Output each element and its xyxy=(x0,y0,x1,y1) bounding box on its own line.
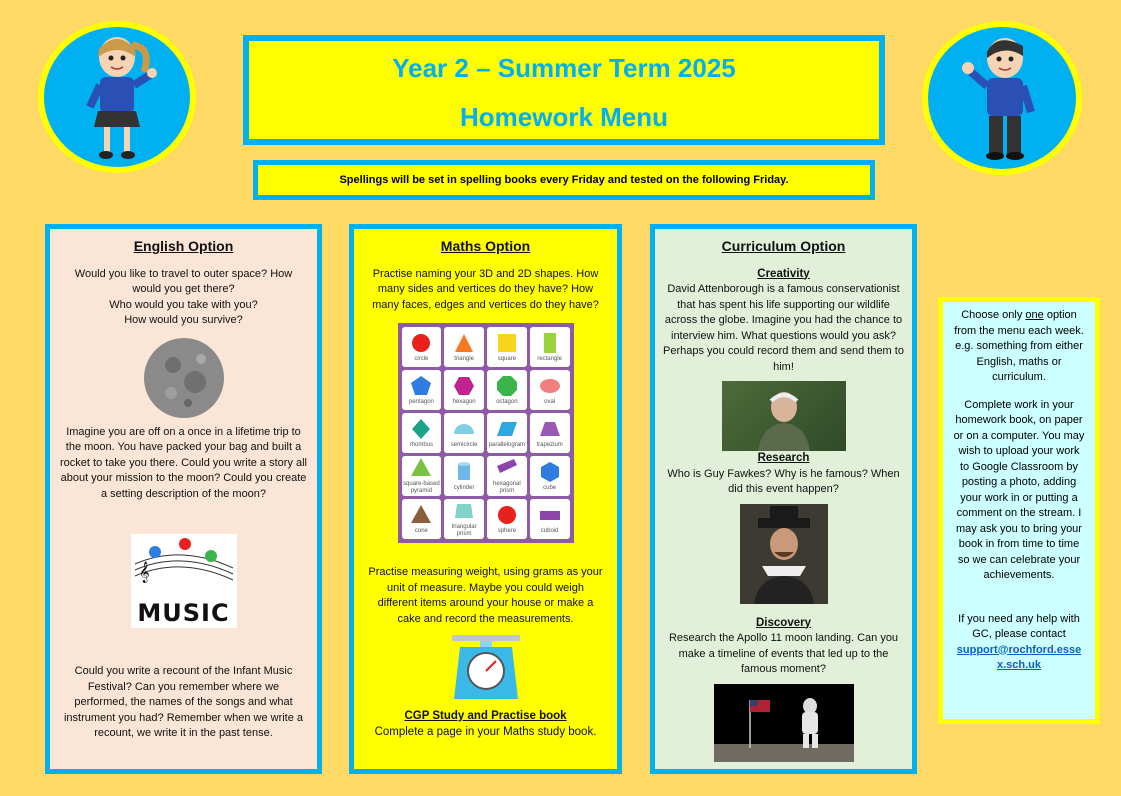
choose-text-underlined: one xyxy=(1025,309,1044,321)
shape-label: semicircle xyxy=(450,441,478,448)
spellings-notice: Spellings will be set in spelling books every Friday and tested on the following Friday. xyxy=(253,160,875,200)
shape-card xyxy=(530,370,570,410)
shape-label: square-based pyramid xyxy=(403,481,440,494)
creativity-text: David Attenborough is a famous conservationist that has spent his life supporting our wildlife across the globe. Imagine you had the chance to interview him. What questions would you ask? Perhaps you could record them and send them to him! xyxy=(663,283,904,373)
guy-fawkes-portrait xyxy=(740,504,828,604)
cgp-heading: CGP Study and Practise book xyxy=(404,710,567,722)
shape-card xyxy=(487,456,527,496)
attenborough-photo xyxy=(722,381,846,451)
shape-card xyxy=(487,499,527,539)
curriculum-option-panel xyxy=(650,224,917,774)
choose-option-text xyxy=(953,308,1085,386)
shape-card xyxy=(530,413,570,453)
shape-card xyxy=(402,370,442,410)
shape-label: cuboid xyxy=(540,527,559,534)
shape-label: octagon xyxy=(496,398,518,405)
boy-character-icon xyxy=(947,28,1057,168)
title-box xyxy=(243,35,885,145)
maths-shapes-text: Practise naming your 3D and 2D shapes. How many sides and vertices do they have? How many faces, edges and vertices do they have? xyxy=(372,267,599,311)
english-recount-text: Could you write a recount of the Infant Music Festival? Can you remember where we performed, the names of the songs and what instrument you had? Remember when we write a recount, we write it in the past tense. xyxy=(63,665,304,739)
english-heading: English Option xyxy=(133,238,234,254)
shapes-chart xyxy=(398,323,574,543)
research-text: Who is Guy Fawkes? Why is he famous? When did this event happen? xyxy=(667,467,900,495)
shape-card xyxy=(530,499,570,539)
shape-label: sphere xyxy=(497,527,517,534)
complete-work-text: Complete work in your homework book, on paper or on a computer. You may wish to upload your work to Google Classroom by posting a photo, adding your work in or putting a comment on the stream. I may ask you to bring your book in from time to time so we can celebrate your achievements. xyxy=(953,398,1085,581)
shape-label: square xyxy=(497,355,517,362)
choose-text-a: Choose only xyxy=(961,309,1026,321)
shape-card xyxy=(402,456,442,496)
page-title: Year 2 – Summer Term 2025 xyxy=(392,53,736,83)
maths-weight-text: Practise measuring weight, using grams as your unit of measure. Maybe you could weigh different items around your house or make a cake and record the measurements. xyxy=(368,566,603,625)
shape-label: parallelogram xyxy=(488,441,526,448)
shape-label: circle xyxy=(414,355,429,362)
page-subtitle: Homework Menu xyxy=(459,102,669,132)
english-question-2: Who would you take with you? xyxy=(109,298,258,311)
girl-avatar-circle xyxy=(38,21,196,173)
creativity-heading: Creativity xyxy=(757,267,810,280)
shape-card xyxy=(444,499,484,539)
shape-label: triangular prism xyxy=(451,524,477,537)
choose-text-b: option from the menu each week. e.g. something from either English, maths or curriculum. xyxy=(954,309,1084,383)
shape-card xyxy=(444,327,484,367)
shape-card xyxy=(530,327,570,367)
shape-label: hexagon xyxy=(452,398,476,405)
scale-icon xyxy=(446,633,526,703)
moon-image xyxy=(143,337,225,419)
shape-card xyxy=(487,370,527,410)
shape-label: cube xyxy=(543,484,557,491)
shape-label: triangle xyxy=(454,355,474,362)
shape-card xyxy=(444,413,484,453)
shape-card xyxy=(402,413,442,453)
shape-card xyxy=(444,370,484,410)
english-option-panel xyxy=(45,224,322,774)
english-moon-text: Imagine you are off on a once in a lifetime trip to the moon. You have packed your bag and built a rocket to take you there. Could you write a story all about your mission to the moon? Could you create a setting description of the moon? xyxy=(60,425,308,500)
shape-card xyxy=(402,327,442,367)
english-question-3: How would you survive? xyxy=(124,314,243,326)
shape-card xyxy=(402,499,442,539)
english-question-1: Would you like to travel to outer space? How would you get there? xyxy=(74,267,293,295)
shape-label: trapezium xyxy=(536,441,563,448)
shape-label: pentagon xyxy=(408,398,434,405)
shape-label: rectangle xyxy=(537,355,562,362)
support-email-link[interactable]: support@rochford.essex.sch.uk xyxy=(956,643,1082,671)
maths-option-panel xyxy=(349,224,622,774)
curriculum-heading: Curriculum Option xyxy=(721,238,846,254)
shape-label: oval xyxy=(544,398,556,405)
music-word: MUSIC xyxy=(137,598,230,627)
shape-card xyxy=(530,456,570,496)
svg-text:𝄞: 𝄞 xyxy=(138,562,150,582)
shape-card xyxy=(487,413,527,453)
instructions-box xyxy=(938,297,1100,724)
research-heading: Research xyxy=(757,452,810,464)
shape-label: cone xyxy=(414,527,428,534)
help-text: If you need any help with GC, please contact xyxy=(958,612,1080,640)
moon-landing-photo xyxy=(714,684,854,762)
music-image xyxy=(131,534,237,628)
boy-avatar-circle xyxy=(922,21,1082,175)
maths-heading: Maths Option xyxy=(440,238,531,254)
shape-card xyxy=(444,456,484,496)
shape-label: cylinder xyxy=(453,484,475,491)
shape-card xyxy=(487,327,527,367)
shape-label: hexagonal prism xyxy=(493,481,521,494)
discovery-heading: Discovery xyxy=(756,616,811,629)
cgp-text: Complete a page in your Maths study book. xyxy=(374,725,597,738)
shape-label: rhombus xyxy=(409,441,434,448)
girl-character-icon xyxy=(62,27,172,167)
discovery-text: Research the Apollo 11 moon landing. Can you make a timeline of events that led up to the famous moment? xyxy=(668,632,899,675)
